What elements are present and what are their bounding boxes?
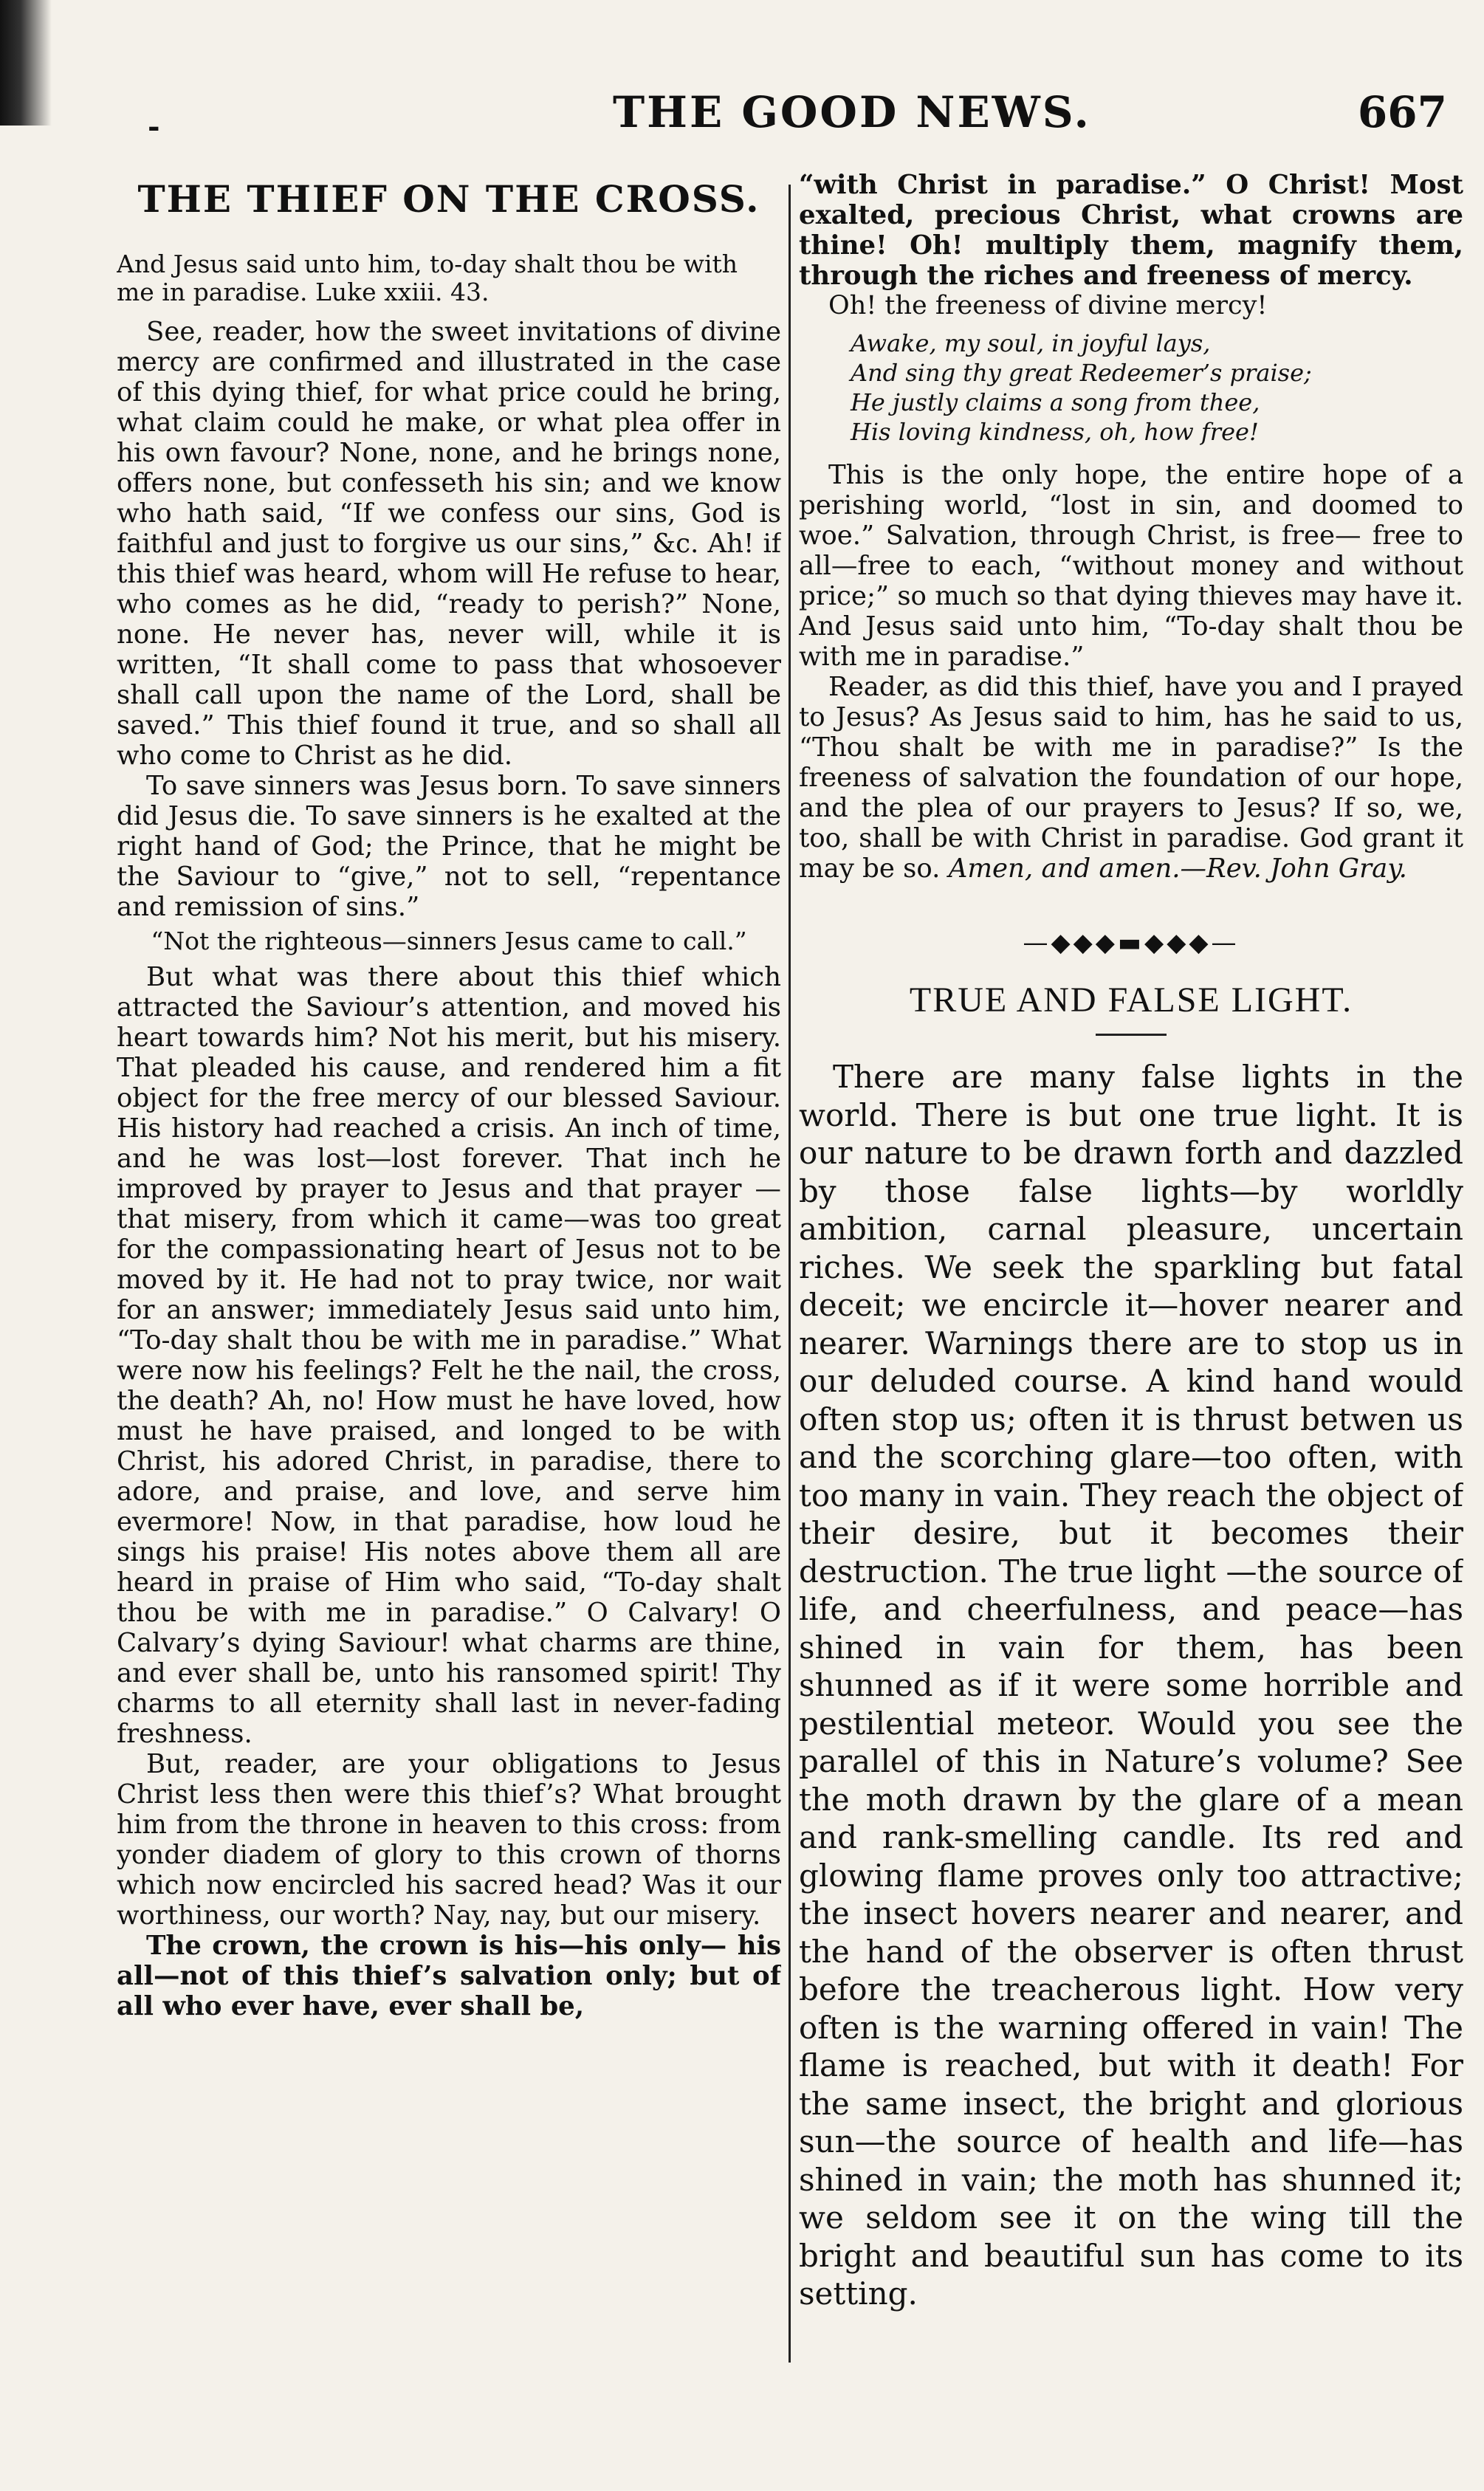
paragraph: This is the only hope, the entire hope of a perishing world, “lost in sin, and doomed to woe.” Salvation, through Christ, is free— free to all—free to each, “without money and without price;” so much so that dying thieves may have it. And Jesus said unto him, “To-day shalt thou be with me in paradise.” bbox=[799, 460, 1463, 672]
paragraph-text: Reader, as did this thief, have you and I prayed to Jesus? As Jesus said to him, has he said to us, “Thou shalt be with me in paradise?” Is the freeness of salvation the foundation of our hope, and the plea of our prayers to Jesus? If so, we, too, shall be with Christ in paradise. God grant it may be so. bbox=[799, 672, 1463, 884]
paragraph: The crown, the crown is his—his only— his all—not of this thief’s salvation only; but of all who ever have, ever shall be, bbox=[117, 1931, 781, 2021]
paragraph: See, reader, how the sweet invitations of divine mercy are confirmed and illustrated in the case of this dying thief, for what price could he bring, what claim could he make, or what plea offer in his own favour? None, none, and he brings none, offers none, but confesseth his sin; and we know who hath said, “If we confess our sins, God is faithful and just to forgive us our sins,” &c. Ah! if this thief was heard, whom will He refuse to hear, who comes as he did, “ready to perish?” None, none. He never has, never will, while it is written, “It shall come to pass that whosoever shall call upon the name of the Lord, shall be saved.” This thief found it true, and so shall all who come to Christ as he did. bbox=[117, 317, 781, 771]
article-title-thief: THE THIEF ON THE CROSS. bbox=[137, 177, 760, 221]
paragraph: But what was there about this thief which attracted the Saviour’s attention, and moved his heart towards him? Not his merit, but his misery. That pleaded his cause, and rendered him a fit object for the free mercy of our blessed Saviour. His history had reached a crisis. An inch of time, and he was lost—lost forever. That inch he improved by prayer to Jesus and that prayer —that misery, from which it came—was too great for the compassionating heart of Jesus not to be moved by it. He had not to pray twice, nor wait for an answer; immediately Jesus said unto him, “To-day shalt thou be with me in paradise.” What were now his feelings? Felt he the nail, the cross, the death? Ah, no! How must he have loved, how must he have praised, and longed to be with Christ, his adored Christ, in paradise, there to adore, and praise, and love, and serve him evermore! Now, in that paradise, how loud he sings his praise! His notes above them all are heard in praise of Him who said, “To-day shalt thou be with me in paradise.” O Calvary! O Calvary’s dying Saviour! what charms are thine, and ever shall be, unto his ransomed spirit! Thy charms to all eternity shall last in never-fading freshness. bbox=[117, 962, 781, 1749]
hymn-verse bbox=[851, 329, 1463, 447]
left-column bbox=[117, 170, 781, 2444]
header-dash: - bbox=[148, 109, 160, 144]
paragraph: To save sinners was Jesus born. To save sinners did Jesus die. To save sinners is he exalted at the right hand of God; the Prince, that he might be the Saviour to “give,” not to sell, “repentance and remission of sins.” bbox=[117, 771, 781, 922]
verse-line: Awake, my soul, in joyful lays, bbox=[851, 329, 1211, 357]
publication-title: THE GOOD NEWS. bbox=[613, 87, 1091, 137]
running-header bbox=[133, 87, 1447, 146]
signature: Amen, and amen.—Rev. John Gray. bbox=[948, 853, 1407, 884]
article-epigraph: And Jesus said unto him, to-day shalt thou be with me in paradise. Luke xxiii. 43. bbox=[117, 250, 738, 306]
article-body: There are many false lights in the world. There is but one true light. It is our nature to be drawn forth and dazzled by those false lights—by worldly ambition, carnal pleasure, uncertain riches. We seek the sparkling but fatal deceit; we encircle it—hover nearer and nearer. Warnings there are to stop us in our deluded course. A kind hand would often stop us; often it is thrust betwen us and the scorching glare—too often, with too many in vain. They reach the object of their desire, but it becomes their destruction. The true light —the source of life, and cheerfulness, and peace—has shined in vain for them, has been shunned as if it were some horrible and pestilential meteor. Would you see the parallel of this in Nature’s volume? See the moth drawn by the glare of a mean and rank-smelling candle. Its red and glowing flame proves only too attractive; the insect hovers nearer and nearer, and the hand of the observer is often thrust before the treacherous light. How very often is the warning offered in vain! The flame is reached, but with it death! For the same insect, the bright and glorious sun—the source of health and life—has shined in vain; the moth has shunned it; we seldom see it on the wing till the bright and beautiful sun has come to its setting. bbox=[799, 1059, 1463, 2312]
exclamation: Oh! the freeness of divine mercy! bbox=[828, 291, 1268, 320]
ornament-divider: —◆◆◆▬◆◆◆— bbox=[1023, 928, 1240, 958]
quote-line: “Not the righteous—sinners Jesus came to call.” bbox=[151, 927, 747, 955]
page-edge-shadow bbox=[0, 0, 52, 126]
article-title-light: TRUE AND FALSE LIGHT. bbox=[909, 980, 1353, 1020]
verse-line: And sing thy great Redeemer’s praise; bbox=[851, 359, 1312, 387]
paragraph bbox=[799, 672, 1463, 884]
page-number: 667 bbox=[1357, 87, 1447, 137]
column-divider bbox=[789, 185, 791, 2363]
paragraph: But, reader, are your obligations to Jesus Christ less then were this thief’s? What brought him from the throne in heaven to this cross: from yonder diadem of glory to this crown of thorns which now encircled his sacred head? Was it our worthiness, our worth? Nay, nay, but our misery. bbox=[117, 1749, 781, 1931]
paragraph-continued: “with Christ in paradise.” O Christ! Most exalted, precious Christ, what crowns are thine! Oh! multiply them, magnify them, through the riches and freeness of mercy. bbox=[799, 170, 1463, 291]
verse-line: He justly claims a song from thee, bbox=[851, 388, 1260, 416]
right-column bbox=[799, 170, 1463, 2444]
title-rule bbox=[1096, 1034, 1167, 1036]
verse-line: His loving kindness, oh, how free! bbox=[851, 418, 1259, 446]
